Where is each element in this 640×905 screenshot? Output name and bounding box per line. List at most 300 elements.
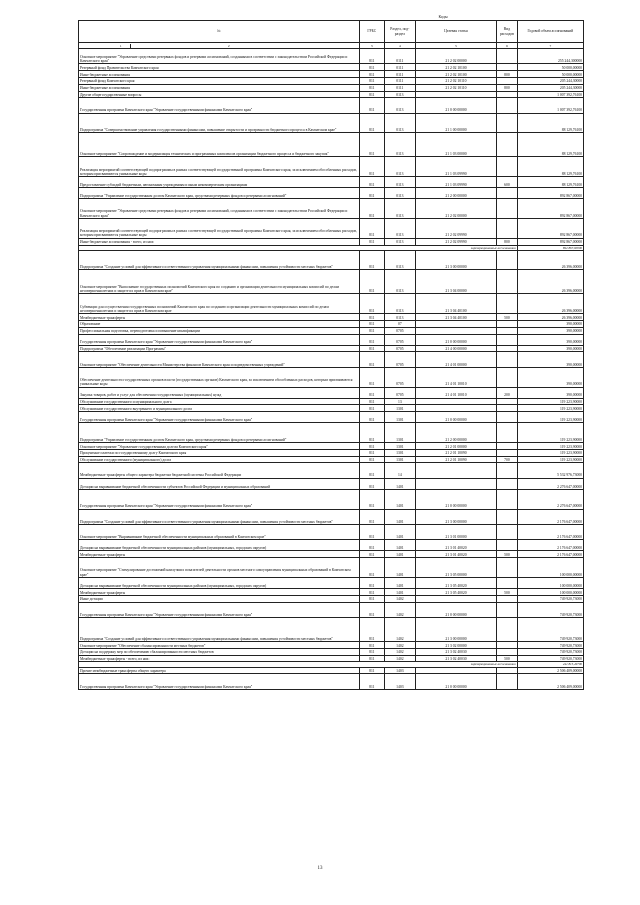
row-vr <box>497 618 517 642</box>
row-cs: 21 3 04 00000 <box>415 270 497 294</box>
row-grbs: 811 <box>359 49 385 64</box>
row-vr <box>497 674 517 689</box>
table-row <box>79 423 584 443</box>
row-grbs: 811 <box>359 77 385 84</box>
header-index: 2 <box>227 43 230 48</box>
row-rz: 1401 <box>385 478 416 489</box>
table-row <box>79 595 584 602</box>
header-sum: Годовой объем ассигнований <box>517 21 583 43</box>
row-sum: 119 223,90000 <box>517 398 583 405</box>
row-cs <box>415 667 497 674</box>
row-sum: 100 000,00000 <box>517 589 583 596</box>
header-index: 6 <box>497 43 517 49</box>
row-grbs: 811 <box>359 602 385 617</box>
row-cs: 21 2 02 09990 <box>415 219 497 239</box>
row-name: Подпрограмма "Управление государственным долгом Камчатского края, средствами резервных фондов и резервами ассигнований" <box>79 423 360 443</box>
row-vr: 200 <box>497 387 517 398</box>
row-sum: 119 223,90000 <box>517 449 583 456</box>
row-grbs: 811 <box>359 655 385 662</box>
row-sum: 100 000,00000 <box>517 558 583 578</box>
row-grbs: 811 <box>359 489 385 509</box>
row-sum: 2 176 647,00000 <box>517 551 583 558</box>
row-cs: 21 4 01 10010 <box>415 387 497 398</box>
row-cs: 21 1 03 09990 <box>415 177 497 188</box>
header-cs: Целевая статья <box>415 21 497 43</box>
row-grbs: 811 <box>359 509 385 524</box>
row-name: Государственная программа Камчатского края "Управление государственными финансами Камчатского края" <box>79 674 360 689</box>
row-sum: 119 223,90000 <box>517 412 583 423</box>
row-grbs: 811 <box>359 456 385 463</box>
row-vr <box>497 345 517 352</box>
row-rz: 0705 <box>385 367 416 387</box>
table-row <box>79 509 584 524</box>
row-cs: 21 3 05 40020 <box>415 577 497 588</box>
row-name: Межбюджетные трансферты <box>79 551 360 558</box>
row-sum: 2 276 647,00000 <box>517 478 583 489</box>
row-vr <box>497 648 517 655</box>
row-cs: 21 2 02 00000 <box>415 49 497 64</box>
row-cs <box>415 320 497 327</box>
reserve-note-sum: 892 867,00000 <box>517 245 583 250</box>
row-sum: 390,00000 <box>517 345 583 352</box>
table-row <box>79 589 584 596</box>
row-name: Государственная программа Камчатского края "Управление государственными финансами Камчатского края" <box>79 489 360 509</box>
row-name: Реализация мероприятий соответствующей подпрограммы в рамках соответствующей государственной программы Камчатского края, за исключением обособленных расходов, которым присваиваются уникальные коды <box>79 157 360 177</box>
row-rz: 1301 <box>385 412 416 423</box>
row-vr <box>497 540 517 551</box>
table-row <box>79 478 584 489</box>
row-sum: 749 920,73000 <box>517 655 583 662</box>
row-sum: 2 176 647,00000 <box>517 509 583 524</box>
row-name: Обслуживание государственного внутреннего и муниципального долга <box>79 405 360 412</box>
row-cs: 21 3 02 00000 <box>415 642 497 649</box>
header-num: № <box>79 21 360 43</box>
row-grbs: 811 <box>359 618 385 642</box>
row-name: Государственная программа Камчатского края "Управление государственными финансами Камчатского края" <box>79 98 360 113</box>
row-rz: 1301 <box>385 423 416 443</box>
row-sum: 88 129,76100 <box>517 157 583 177</box>
row-vr <box>497 91 517 98</box>
row-name: Подпрограмма "Управление государственным долгом Камчатского края, средствами резервных фондов и резервами ассигнований" <box>79 188 360 199</box>
row-cs: 21 2 02 10100 <box>415 71 497 78</box>
row-grbs: 811 <box>359 188 385 199</box>
table-row <box>79 294 584 314</box>
row-name: Подпрограмма "Создание условий для эффективного и ответственного управления муниципальными финансами, повышения устойчивости местных бюджетов" <box>79 618 360 642</box>
row-grbs: 811 <box>359 667 385 674</box>
row-cs: 21 2 01 10090 <box>415 456 497 463</box>
row-grbs: 811 <box>359 320 385 327</box>
table-row <box>79 443 584 450</box>
row-sum: 749 920,73000 <box>517 618 583 642</box>
row-grbs: 811 <box>359 84 385 91</box>
row-sum: 390,00000 <box>517 387 583 398</box>
row-rz: 1402 <box>385 642 416 649</box>
row-rz: 0113 <box>385 177 416 188</box>
table-row <box>79 524 584 539</box>
row-sum: 2 176 647,00000 <box>517 524 583 539</box>
row-grbs: 811 <box>359 327 385 334</box>
table-row <box>79 352 584 367</box>
row-rz: 0113 <box>385 157 416 177</box>
row-rz: 1401 <box>385 551 416 558</box>
row-name: Основное мероприятие "Управление средствами резервных фондов и резервами ассигнований, созданными в соответствии с законодательством Российской Федерации и Камчатского края" <box>79 49 360 64</box>
table-row <box>79 345 584 352</box>
row-rz: 1301 <box>385 456 416 463</box>
row-grbs: 811 <box>359 443 385 450</box>
row-vr <box>497 412 517 423</box>
table-row <box>79 449 584 456</box>
row-name: Основное мероприятие "Выравнивание бюджетной обеспеченности муниципальных образований в Камчатском крае" <box>79 524 360 539</box>
row-sum: 119 223,90000 <box>517 423 583 443</box>
row-cs: 21 2 00 00000 <box>415 423 497 443</box>
row-rz: 0113 <box>385 270 416 294</box>
row-grbs: 811 <box>359 64 385 71</box>
row-rz: 1402 <box>385 595 416 602</box>
row-vr: 700 <box>497 456 517 463</box>
row-cs: 21 1 03 09990 <box>415 157 497 177</box>
table-row <box>79 463 584 478</box>
table-row <box>79 219 584 239</box>
row-grbs: 811 <box>359 398 385 405</box>
row-vr <box>497 219 517 239</box>
row-sum: 119 223,90000 <box>517 443 583 450</box>
row-cs: 21 2 02 10110 <box>415 77 497 84</box>
row-cs <box>415 398 497 405</box>
row-rz: 0705 <box>385 345 416 352</box>
table-row <box>79 91 584 98</box>
row-cs: 21 2 01 00000 <box>415 443 497 450</box>
row-vr <box>497 667 517 674</box>
header-index: 3 <box>359 43 385 49</box>
row-rz: 1401 <box>385 509 416 524</box>
row-vr <box>497 367 517 387</box>
row-rz: 1402 <box>385 602 416 617</box>
row-sum: 2 176 647,00000 <box>517 540 583 551</box>
row-rz: 1402 <box>385 648 416 655</box>
row-vr <box>497 558 517 578</box>
row-cs: 21 3 04 40100 <box>415 294 497 314</box>
row-name: Основное мероприятие "Стимулирование достижений наилучших показателей деятельности органов местного самоуправления муниципальных образований в Камчатском крае" <box>79 558 360 578</box>
header-rz: Раздел, под-раздел <box>385 21 416 43</box>
row-vr <box>497 423 517 443</box>
row-grbs: 811 <box>359 270 385 294</box>
row-cs <box>415 327 497 334</box>
row-name: Основное мероприятие "Управление средствами резервных фондов и резервами ассигнований, созданными в соответствии с законодательством Российской Федерации и Камчатского края" <box>79 199 360 219</box>
row-vr <box>497 199 517 219</box>
table-row <box>79 77 584 84</box>
row-grbs: 811 <box>359 71 385 78</box>
row-name: Прочие межбюджетные трансферты общего характера <box>79 667 360 674</box>
row-name: Дотации на выравнивание бюджетной обеспеченности муниципальных районов (муниципальных, городских округов) <box>79 540 360 551</box>
row-sum: 390,00000 <box>517 327 583 334</box>
row-name: Процентные платежи по государственному долгу Камчатского края <box>79 449 360 456</box>
row-vr <box>497 49 517 64</box>
row-name: Межбюджетные трансферты <box>79 589 360 596</box>
row-name: Профессиональная подготовка, переподготовка и повышение квалификации <box>79 327 360 334</box>
row-rz: 0113 <box>385 314 416 321</box>
row-grbs: 811 <box>359 238 385 245</box>
table-row <box>79 177 584 188</box>
row-cs: 21 4 01 10010 <box>415 367 497 387</box>
row-rz: 1401 <box>385 558 416 578</box>
table-row <box>79 655 584 662</box>
row-sum: 88 129,76100 <box>517 113 583 133</box>
row-name: Иные бюджетные ассигнования - всего, из них: <box>79 238 360 245</box>
row-sum: 1 007 392,76100 <box>517 91 583 98</box>
row-rz: 13 <box>385 398 416 405</box>
row-cs: 21 4 00 00000 <box>415 345 497 352</box>
row-grbs: 811 <box>359 294 385 314</box>
table-row <box>79 84 584 91</box>
row-cs: 21 3 00 00000 <box>415 250 497 270</box>
row-name: Дотации на поддержку мер по обеспечению сбалансированности местных бюджетов <box>79 648 360 655</box>
header-index: 5 <box>415 43 497 49</box>
row-rz: 1403 <box>385 674 416 689</box>
row-name: Субвенции для осуществления государственных полномочий Камчатского края по созданию и организации деятельности муниципальных комиссий по делам несовершеннолетних и защите их прав в Камчатском крае <box>79 294 360 314</box>
row-name: Межбюджетные трансферты <box>79 314 360 321</box>
row-cs: 21 3 05 00000 <box>415 558 497 578</box>
row-grbs: 811 <box>359 98 385 113</box>
row-sum: 255 244,300000 <box>517 49 583 64</box>
row-cs: 21 3 02 40030 <box>415 655 497 662</box>
table-row <box>79 667 584 674</box>
row-sum: 26 396,00000 <box>517 250 583 270</box>
row-vr: 500 <box>497 551 517 558</box>
row-vr <box>497 113 517 133</box>
row-sum: 26 396,00000 <box>517 294 583 314</box>
row-grbs: 811 <box>359 674 385 689</box>
row-rz: 1401 <box>385 540 416 551</box>
row-rz: 1403 <box>385 667 416 674</box>
table-row <box>79 250 584 270</box>
row-name: Государственная программа Камчатского края "Управление государственными финансами Камчатского края" <box>79 334 360 345</box>
row-sum: 2 506 409,00000 <box>517 667 583 674</box>
table-row <box>79 98 584 113</box>
row-cs: 21 2 00 00000 <box>415 188 497 199</box>
row-rz: 0113 <box>385 250 416 270</box>
row-sum: 88 129,76100 <box>517 133 583 157</box>
row-sum: 88 129,76100 <box>517 177 583 188</box>
table-row <box>79 327 584 334</box>
row-vr <box>497 334 517 345</box>
row-name: Основное мероприятие "Обеспечение сбалансированности местных бюджетов" <box>79 642 360 649</box>
row-sum: 390,00000 <box>517 352 583 367</box>
row-name: Иные дотации <box>79 595 360 602</box>
reserve-note: зарезервированные ассигнования <box>79 662 518 667</box>
row-cs <box>415 595 497 602</box>
table-row <box>79 387 584 398</box>
row-vr <box>497 320 517 327</box>
row-sum: 50 000,00000 <box>517 71 583 78</box>
row-sum: 892 867,00000 <box>517 219 583 239</box>
row-cs: 21 0 00 00000 <box>415 674 497 689</box>
row-grbs: 811 <box>359 551 385 558</box>
row-vr: 800 <box>497 238 517 245</box>
row-grbs: 811 <box>359 478 385 489</box>
row-vr <box>497 577 517 588</box>
header-index: 4 <box>385 43 416 49</box>
table-row <box>79 188 584 199</box>
table-row <box>79 71 584 78</box>
row-sum: 749 920,73000 <box>517 642 583 649</box>
row-vr <box>497 443 517 450</box>
table-row <box>79 367 584 387</box>
row-sum: 892 867,00000 <box>517 238 583 245</box>
row-name: Межбюджетные трансферты - всего, из них: <box>79 655 360 662</box>
row-vr: 800 <box>497 71 517 78</box>
row-vr: 500 <box>497 655 517 662</box>
row-grbs: 811 <box>359 589 385 596</box>
row-rz: 07 <box>385 320 416 327</box>
row-name: Подпрограмма "Создание условий для эффективного и ответственного управления муниципальными финансами, повышения устойчивости местных бюджетов" <box>79 250 360 270</box>
row-vr: 800 <box>497 84 517 91</box>
row-sum: 119 223,90000 <box>517 456 583 463</box>
row-sum: 50 000,00000 <box>517 64 583 71</box>
codes-header-title: Коды <box>438 14 448 19</box>
row-cs: 21 3 05 40020 <box>415 589 497 596</box>
row-grbs: 811 <box>359 387 385 398</box>
row-rz: 0111 <box>385 71 416 78</box>
table-row <box>79 642 584 649</box>
row-sum: 749 920,73000 <box>517 602 583 617</box>
row-rz: 0705 <box>385 334 416 345</box>
header-vr: Вид расходов <box>497 21 517 43</box>
row-name: Основное мероприятие "Выполнение государственных полномочий Камчатского края по созданию и организации деятельности муниципальных комиссий по делам несовершеннолетних и защите их прав в Камчатском крае" <box>79 270 360 294</box>
row-vr <box>497 463 517 478</box>
row-sum: 2 506 409,00000 <box>517 674 583 689</box>
row-sum: 26 396,00000 <box>517 270 583 294</box>
row-cs: 21 2 02 00000 <box>415 199 497 219</box>
row-sum: 119 223,90000 <box>517 405 583 412</box>
row-vr <box>497 449 517 456</box>
row-grbs: 811 <box>359 334 385 345</box>
row-rz: 0111 <box>385 49 416 64</box>
row-rz: 0113 <box>385 91 416 98</box>
row-name: Подпрограмма "Совершенствование управления государственными финансами, повышение открытости и прозрачности бюджетного процесса в Камчатском крае" <box>79 113 360 133</box>
row-sum: 749 920,73000 <box>517 595 583 602</box>
row-grbs: 811 <box>359 558 385 578</box>
row-rz: 14 <box>385 463 416 478</box>
row-name: Другие общегосударственные вопросы <box>79 91 360 98</box>
row-rz: 1401 <box>385 489 416 509</box>
row-sum: 390,00000 <box>517 367 583 387</box>
row-vr <box>497 509 517 524</box>
row-cs: 21 3 02 40030 <box>415 648 497 655</box>
row-name: Дотации на выравнивание бюджетной обеспеченности муниципальных районов (муниципальных, городских округов) <box>79 577 360 588</box>
row-name: Дотации на выравнивание бюджетной обеспеченности субъектов Российской Федерации и муниципальных образований <box>79 478 360 489</box>
row-name: Резервный фонд Правительства Камчатского края <box>79 64 360 71</box>
row-vr <box>497 133 517 157</box>
table-row <box>79 113 584 133</box>
row-name: Предоставление субсидий бюджетным, автономным учреждениям и иным некоммерческим организациям <box>79 177 360 188</box>
row-rz: 1402 <box>385 618 416 642</box>
table-row <box>79 405 584 412</box>
row-rz: 0113 <box>385 98 416 113</box>
row-grbs: 811 <box>359 412 385 423</box>
row-name: Образование <box>79 320 360 327</box>
row-grbs: 811 <box>359 199 385 219</box>
table-row <box>79 648 584 655</box>
row-rz: 0113 <box>385 238 416 245</box>
row-grbs: 811 <box>359 250 385 270</box>
row-name: Основное мероприятие "Сопровождение и модернизация технических и программных комплексов организации бюджетного процесса и бюджетного закупок" <box>79 133 360 157</box>
row-cs <box>415 463 497 478</box>
row-cs <box>415 478 497 489</box>
table-row <box>79 412 584 423</box>
row-grbs: 811 <box>359 463 385 478</box>
row-vr <box>497 478 517 489</box>
table-row <box>79 558 584 578</box>
row-vr: 600 <box>497 177 517 188</box>
row-sum: 5 532 976,73000 <box>517 463 583 478</box>
row-name: Подпрограмма "Создание условий для эффективного и ответственного управления муниципальными финансами, повышения устойчивости местных бюджетов" <box>79 509 360 524</box>
row-vr <box>497 595 517 602</box>
row-grbs: 811 <box>359 133 385 157</box>
row-name: Основное мероприятие "Обеспечение деятельности Министерства финансов Камчатского края и подведомственных учреждений" <box>79 352 360 367</box>
row-rz: 0705 <box>385 387 416 398</box>
row-cs: 21 2 01 10090 <box>415 449 497 456</box>
row-cs: 21 2 02 10100 <box>415 64 497 71</box>
row-rz: 0111 <box>385 84 416 91</box>
row-grbs: 811 <box>359 540 385 551</box>
table-row <box>79 199 584 219</box>
row-name: Государственная программа Камчатского края "Управление государственными финансами Камчатского края" <box>79 412 360 423</box>
row-vr <box>497 489 517 509</box>
row-sum: 205 244,30000 <box>517 77 583 84</box>
table-row <box>79 270 584 294</box>
table-row <box>79 618 584 642</box>
row-rz: 0113 <box>385 294 416 314</box>
row-name: Обеспечение деятельности государственных органов власти (государственных органов) Камчатского края, за исключением обособленных расходов, которым присваиваются уникальные коды <box>79 367 360 387</box>
row-rz: 1401 <box>385 524 416 539</box>
row-cs: 21 1 03 00000 <box>415 133 497 157</box>
row-sum: 1 007 392,76100 <box>517 98 583 113</box>
row-grbs: 811 <box>359 642 385 649</box>
row-vr <box>497 294 517 314</box>
table-row <box>79 49 584 64</box>
row-name: Реализация мероприятий соответствующей подпрограммы в рамках соответствующей государственной программы Камчатского края, за исключением обособленных расходов, которым присваиваются уникальные коды <box>79 219 360 239</box>
row-vr <box>497 188 517 199</box>
row-vr <box>497 352 517 367</box>
row-grbs: 811 <box>359 405 385 412</box>
row-rz: 0113 <box>385 188 416 199</box>
row-grbs: 811 <box>359 577 385 588</box>
row-name: Закупка товаров, работ и услуг для обеспечения государственных (муниципальных) нужд <box>79 387 360 398</box>
row-sum: 100 000,00000 <box>517 577 583 588</box>
page-number: 13 <box>317 866 323 871</box>
row-sum: 390,00000 <box>517 320 583 327</box>
row-name: Обслуживание государственного (муниципального) долга <box>79 456 360 463</box>
row-vr: 500 <box>497 314 517 321</box>
row-cs <box>415 405 497 412</box>
row-name: Иные бюджетные ассигнования <box>79 71 360 78</box>
row-cs: 21 3 01 40020 <box>415 540 497 551</box>
row-name: Государственная программа Камчатского края "Управление государственными финансами Камчатского края" <box>79 602 360 617</box>
header-index: 1 <box>111 44 131 48</box>
row-cs <box>415 91 497 98</box>
table-row <box>79 157 584 177</box>
row-name: Основное мероприятие "Управление государственным долгом Камчатского края" <box>79 443 360 450</box>
row-name: Иные бюджетные ассигнования <box>79 84 360 91</box>
row-grbs: 811 <box>359 157 385 177</box>
row-rz: 0705 <box>385 352 416 367</box>
table-row <box>79 674 584 689</box>
row-grbs: 811 <box>359 423 385 443</box>
row-rz: 1301 <box>385 449 416 456</box>
row-sum: 205 244,30000 <box>517 84 583 91</box>
table-row <box>79 314 584 321</box>
row-rz: 0113 <box>385 113 416 133</box>
